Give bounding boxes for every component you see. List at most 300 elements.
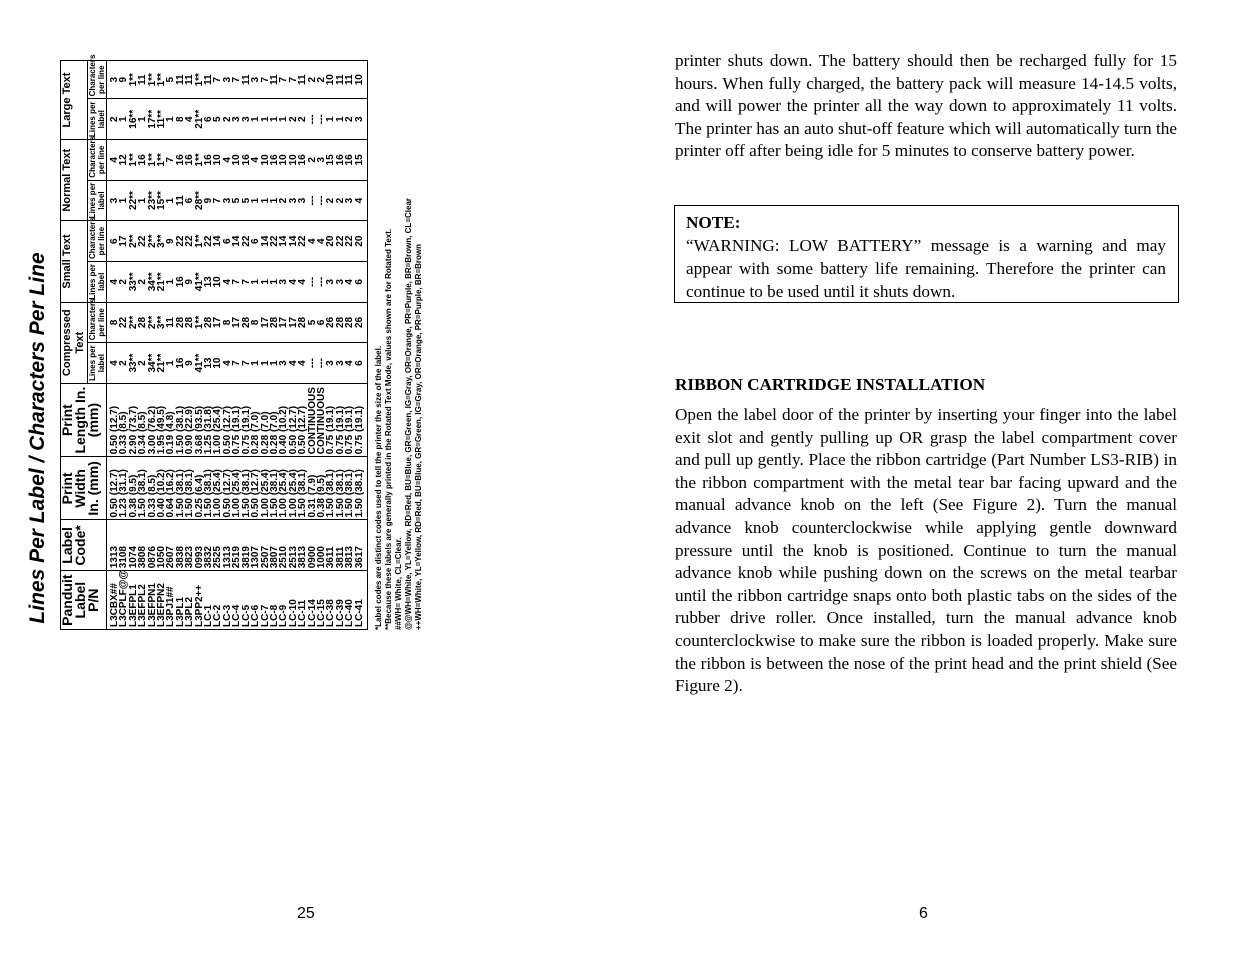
cell-label-code: 3813 — [298, 520, 307, 571]
table-row — [251, 61, 260, 630]
header-normal-text: Normal Text — [61, 140, 88, 221]
cell-large-chars: 11 — [336, 61, 345, 99]
cell-normal-lines: 3 — [298, 180, 307, 221]
cell-normal-chars: 10 — [232, 140, 241, 181]
cell-print-width: 1.50 (38.1) — [355, 457, 368, 520]
page-title: Lines Per Label / Characters Per Line — [26, 252, 49, 624]
cell-small-chars: 22 — [138, 221, 147, 262]
cell-normal-chars: 4 — [223, 140, 232, 181]
cell-small-lines: 4 — [345, 261, 354, 302]
cell-print-width: 1.00 (25.4) — [232, 457, 241, 520]
cell-normal-chars: 10 — [213, 140, 222, 181]
cell-print-width: 1.00 (25.4) — [213, 457, 222, 520]
cell-normal-chars: 1** — [157, 140, 166, 181]
cell-small-lines: 41** — [195, 261, 204, 302]
cell-print-length: CONTINUOUS — [317, 383, 326, 456]
cell-normal-lines: 1 — [251, 180, 260, 221]
header-print-width: Print Width In. (mm) — [61, 457, 107, 520]
cell-large-lines: 3 — [232, 99, 241, 140]
cell-print-length: 2.90 (73.7) — [129, 383, 138, 456]
cell-compressed-chars: 17 — [279, 302, 288, 343]
cell-part-number: L3EFPN2 — [157, 571, 166, 630]
cell-large-chars: 1** — [148, 61, 157, 99]
cell-label-code: 1000 — [317, 520, 326, 571]
cell-normal-chars: 16 — [345, 140, 354, 181]
table-row — [223, 61, 232, 630]
header-print-length: Print Length In. (mm) — [61, 383, 107, 456]
cell-compressed-lines: --- — [317, 343, 326, 384]
cell-part-number: LC-5 — [242, 571, 251, 630]
cell-normal-chars: 4 — [107, 140, 120, 181]
cell-small-chars: 1** — [195, 221, 204, 262]
cell-large-chars: 3 — [223, 61, 232, 99]
table-row — [119, 61, 128, 630]
cell-print-length: 0.50 (12.7) — [107, 383, 120, 456]
cell-part-number: LC-8 — [270, 571, 279, 630]
cell-compressed-chars: 2** — [148, 302, 157, 343]
cell-print-length: 0.75 (19.1) — [242, 383, 251, 456]
note-box — [674, 205, 1179, 303]
cell-part-number: L3CPLF@@ — [119, 571, 128, 630]
cell-normal-lines: --- — [308, 180, 317, 221]
cell-large-chars: 11 — [270, 61, 279, 99]
cell-large-lines: 2 — [107, 99, 120, 140]
cell-print-length: 0.40 (10.2) — [279, 383, 288, 456]
cell-normal-lines: 5 — [232, 180, 241, 221]
ribbon-installation-paragraph: Open the label door of the printer by inserting your finger into the label exit slot and gently pulling up OR grasp the label compartment cover and pull up gently. Place the ribbon cartridge (Part Number LS3-RIB) in the ribbon compartment with the metal tear bar facing upward and the manual advance knob on the left (See Figure 2). Turn the manual advance knob counterclockwise while applying gentle downward pressure until the knob is positioned. Continue to turn the manual advance knob while pushing down on the screws on the metal tearbar until the ribbon cartridge snaps onto both plastic tabs on the sides of the rubber drive roller. Once installed, turn the manual advance knob counterclockwise to make sure the ribbon is loaded properly. Make sure the ribbon is between the nose of the print head and the print shield (See Figure 2). — [675, 405, 1177, 696]
cell-print-length: 0.50 (12.7) — [289, 383, 298, 456]
cell-normal-lines: 2 — [279, 180, 288, 221]
header-small-text: Small Text — [61, 221, 88, 302]
cell-compressed-lines: 41** — [195, 343, 204, 384]
cell-small-chars: 6 — [251, 221, 260, 262]
cell-part-number: LC-2 — [213, 571, 222, 630]
cell-small-lines: 1 — [166, 261, 175, 302]
cell-normal-chars: 16 — [185, 140, 194, 181]
cell-print-width: 1.50 (38.1) — [345, 457, 354, 520]
footnote-line: @@WH=White, YL=Yellow, RD=Red, BU=Blue, GR=Green, IG=Gray, OR=Orange, PR=Purple, BR=Brown, CL=Clear — [403, 197, 413, 630]
cell-small-chars: 22 — [185, 221, 194, 262]
cell-large-lines: 4 — [185, 99, 194, 140]
table-row — [261, 61, 270, 630]
table-row — [308, 61, 317, 630]
cell-compressed-chars: 22 — [119, 302, 128, 343]
cell-part-number: LC-7 — [261, 571, 270, 630]
cell-compressed-lines: 4 — [223, 343, 232, 384]
cell-normal-chars: 4 — [251, 140, 260, 181]
cell-small-lines: --- — [308, 261, 317, 302]
cell-print-length: 3.00 (76.2) — [148, 383, 157, 456]
cell-small-lines: 6 — [355, 261, 368, 302]
cell-compressed-lines: 1 — [261, 343, 270, 384]
cell-label-code: 3813 — [345, 520, 354, 571]
cell-part-number: L3EFPL1 — [129, 571, 138, 630]
cell-small-lines: 4 — [223, 261, 232, 302]
cell-compressed-chars: 8 — [107, 302, 120, 343]
cell-normal-chars: 3 — [317, 140, 326, 181]
cell-large-chars: 11 — [242, 61, 251, 99]
cell-large-chars: 2 — [317, 61, 326, 99]
cell-compressed-chars: 28 — [176, 302, 185, 343]
cell-normal-lines: 11 — [176, 180, 185, 221]
cell-large-lines: 1 — [270, 99, 279, 140]
cell-compressed-chars: 28 — [185, 302, 194, 343]
cell-large-chars: 11 — [138, 61, 147, 99]
cell-large-lines: --- — [308, 99, 317, 140]
cell-print-width: 0.38 (9.5) — [129, 457, 138, 520]
cell-compressed-lines: --- — [308, 343, 317, 384]
cell-small-chars: 22 — [345, 221, 354, 262]
cell-print-width: 1.23 (31.1) — [119, 457, 128, 520]
cell-small-chars: 22 — [242, 221, 251, 262]
cell-small-lines: 3 — [279, 261, 288, 302]
cell-small-chars: 6 — [107, 221, 120, 262]
cell-compressed-chars: 28 — [336, 302, 345, 343]
cell-label-code: 3617 — [355, 520, 368, 571]
cell-large-lines: 3 — [355, 99, 368, 140]
page-number-right: 6 — [919, 905, 928, 922]
cell-print-length: 1.25 (31.8) — [204, 383, 213, 456]
cell-large-chars: 1** — [195, 61, 204, 99]
cell-compressed-lines: 3 — [279, 343, 288, 384]
cell-print-length: 0.19 (4.8) — [166, 383, 175, 456]
cell-normal-lines: 23** — [148, 180, 157, 221]
cell-print-width: 0.31 (7.9) — [308, 457, 317, 520]
cell-small-chars: 20 — [326, 221, 335, 262]
cell-print-length: 0.75 (19.1) — [345, 383, 354, 456]
cell-normal-chars: 10 — [261, 140, 270, 181]
cell-print-width: 1.50 (38.1) — [185, 457, 194, 520]
cell-small-lines: 4 — [107, 261, 120, 302]
footnote-line: *Label codes are distinct codes used to tell the printer the size of the label. — [373, 345, 383, 630]
cell-part-number: LC-10 — [289, 571, 298, 630]
header-large-text: Large Text — [61, 61, 88, 140]
cell-small-chars: 4 — [317, 221, 326, 262]
cell-large-chars: 3 — [107, 61, 120, 99]
cell-normal-lines: 1 — [261, 180, 270, 221]
table-row — [298, 61, 307, 630]
lines-per-label-table — [59, 54, 368, 630]
cell-small-lines: 16 — [176, 261, 185, 302]
cell-print-width: 0.64 (16.2) — [166, 457, 175, 520]
cell-normal-lines: 3 — [345, 180, 354, 221]
cell-part-number: LC-41 — [355, 571, 368, 630]
cell-normal-chars: 16 — [270, 140, 279, 181]
cell-small-lines: 1 — [251, 261, 260, 302]
cell-label-code: 3832 — [204, 520, 213, 571]
table-row — [213, 61, 222, 630]
cell-label-code: 3808 — [138, 520, 147, 571]
cell-compressed-chars: 28 — [270, 302, 279, 343]
cell-print-width: 1.50 (38.1) — [298, 457, 307, 520]
cell-label-code: 2525 — [213, 520, 222, 571]
cell-small-lines: 33** — [129, 261, 138, 302]
cell-compressed-chars: 8 — [223, 302, 232, 343]
table-row — [355, 61, 368, 630]
cell-compressed-lines: 4 — [289, 343, 298, 384]
cell-large-lines: 6 — [204, 99, 213, 140]
cell-part-number: LC-6 — [251, 571, 260, 630]
cell-part-number: L3PJ1## — [166, 571, 175, 630]
cell-compressed-lines: 13 — [204, 343, 213, 384]
cell-compressed-chars: 28 — [138, 302, 147, 343]
cell-large-lines: 1 — [326, 99, 335, 140]
cell-compressed-chars: 26 — [355, 302, 368, 343]
cell-normal-lines: 15** — [157, 180, 166, 221]
cell-normal-chars: 16 — [336, 140, 345, 181]
cell-small-chars: 14 — [232, 221, 241, 262]
table-row — [129, 61, 138, 630]
table-row — [242, 61, 251, 630]
cell-label-code: 3108 — [119, 520, 128, 571]
cell-small-lines: 1 — [261, 261, 270, 302]
cell-normal-chars: 16 — [204, 140, 213, 181]
cell-print-width: 1.50 (38.1) — [204, 457, 213, 520]
cell-part-number: L3EFPN1 — [148, 571, 157, 630]
cell-label-code: 2510 — [279, 520, 288, 571]
cell-compressed-lines: 1 — [251, 343, 260, 384]
cell-normal-lines: 22** — [129, 180, 138, 221]
cell-label-code: 3611 — [326, 520, 335, 571]
left-page — [0, 0, 617, 954]
cell-compressed-lines: 7 — [242, 343, 251, 384]
cell-large-lines: 1 — [336, 99, 345, 140]
subheader-lines-per-label: Lines per label — [88, 343, 107, 384]
table-row — [279, 61, 288, 630]
table-row — [270, 61, 279, 630]
cell-large-lines: --- — [317, 99, 326, 140]
subheader-characters-per-line: Characters per line — [88, 140, 107, 181]
cell-normal-chars: 10 — [289, 140, 298, 181]
cell-large-chars: 3 — [251, 61, 260, 99]
table-footnotes — [374, 60, 424, 630]
cell-compressed-chars: 17 — [261, 302, 270, 343]
subheader-characters-per-line: Characters per line — [88, 61, 107, 99]
cell-large-chars: 10 — [326, 61, 335, 99]
cell-small-lines: 7 — [242, 261, 251, 302]
table-row — [195, 61, 204, 630]
cell-large-chars: 11 — [185, 61, 194, 99]
cell-small-lines: 2 — [119, 261, 128, 302]
cell-large-chars: 2 — [308, 61, 317, 99]
cell-large-lines: 2 — [289, 99, 298, 140]
cell-large-lines: 2 — [223, 99, 232, 140]
cell-compressed-lines: 4 — [345, 343, 354, 384]
battery-paragraph: printer shuts down. The battery should then be recharged fully for 15 hours. When fully charged, the battery pack will measure 14-14.5 volts, and will power the printer all the way down to approximately 11 volts. The printer has an auto shut-off feature which will automatically turn the printer off after being idle for 5 minutes to conserve battery power. — [675, 51, 1177, 161]
cell-large-lines: 3 — [242, 99, 251, 140]
cell-part-number: LC-1 — [204, 571, 213, 630]
cell-print-length: 0.75 (19.1) — [336, 383, 345, 456]
cell-large-chars: 5 — [166, 61, 175, 99]
cell-small-chars: 2** — [129, 221, 138, 262]
cell-normal-lines: 3 — [223, 180, 232, 221]
table-row — [138, 61, 147, 630]
cell-part-number: LC-38 — [326, 571, 335, 630]
cell-large-lines: 17** — [148, 99, 157, 140]
cell-small-lines: 3 — [336, 261, 345, 302]
cell-large-chars: 9 — [119, 61, 128, 99]
cell-normal-lines: 3 — [107, 180, 120, 221]
cell-compressed-chars: 28 — [345, 302, 354, 343]
cell-label-code: 2607 — [166, 520, 175, 571]
cell-print-width: 1.00 (25.4) — [279, 457, 288, 520]
cell-normal-lines: 2 — [336, 180, 345, 221]
right-page — [617, 0, 1235, 954]
cell-large-chars: 7 — [261, 61, 270, 99]
cell-compressed-lines: 6 — [355, 343, 368, 384]
cell-compressed-lines: 10 — [213, 343, 222, 384]
table-row — [204, 61, 213, 630]
cell-label-code: 1307 — [251, 520, 260, 571]
cell-large-lines: 1 — [261, 99, 270, 140]
cell-normal-chars: 7 — [166, 140, 175, 181]
cell-compressed-chars: 8 — [251, 302, 260, 343]
header-label-code: Label Code* — [61, 520, 107, 571]
cell-normal-lines: 2 — [326, 180, 335, 221]
table-row — [148, 61, 157, 630]
cell-print-width: 1.00 (25.4) — [289, 457, 298, 520]
cell-print-length: 1.95 (49.5) — [157, 383, 166, 456]
cell-small-lines: 9 — [185, 261, 194, 302]
page-number-left: 25 — [297, 905, 315, 922]
cell-compressed-lines: 4 — [298, 343, 307, 384]
cell-compressed-lines: 34** — [148, 343, 157, 384]
cell-normal-lines: 1 — [270, 180, 279, 221]
cell-part-number: LC-3 — [223, 571, 232, 630]
cell-label-code: 1313 — [107, 520, 120, 571]
cell-small-chars: 4 — [308, 221, 317, 262]
cell-normal-chars: 12 — [119, 140, 128, 181]
cell-large-lines: 8 — [176, 99, 185, 140]
table-row — [289, 61, 298, 630]
cell-small-lines: 2 — [138, 261, 147, 302]
cell-compressed-chars: 26 — [326, 302, 335, 343]
cell-label-code: 3838 — [176, 520, 185, 571]
table-row — [326, 61, 335, 630]
cell-compressed-chars: 28 — [204, 302, 213, 343]
cell-part-number: LC-14 — [308, 571, 317, 630]
cell-print-length: 1.00 (25.4) — [213, 383, 222, 456]
cell-label-code: 3823 — [185, 520, 194, 571]
cell-compressed-lines: 2 — [138, 343, 147, 384]
cell-compressed-chars: 17 — [213, 302, 222, 343]
cell-large-chars: 11 — [176, 61, 185, 99]
cell-compressed-chars: 28 — [298, 302, 307, 343]
table-row — [176, 61, 185, 630]
cell-print-width: 1.50 (38.1) — [242, 457, 251, 520]
cell-small-chars: 2** — [148, 221, 157, 262]
cell-part-number: L3PL1 — [176, 571, 185, 630]
cell-compressed-chars: 17 — [232, 302, 241, 343]
cell-normal-chars: 2 — [308, 140, 317, 181]
cell-large-chars: 1** — [129, 61, 138, 99]
cell-label-code: 2519 — [232, 520, 241, 571]
rotated-table-block — [59, 54, 515, 630]
cell-label-code: 2513 — [289, 520, 298, 571]
cell-compressed-lines: 1 — [166, 343, 175, 384]
cell-small-lines: --- — [317, 261, 326, 302]
table-row — [232, 61, 241, 630]
cell-print-length: CONTINUOUS — [308, 383, 317, 456]
table-row — [166, 61, 175, 630]
section-heading: RIBBON CARTRIDGE INSTALLATION — [675, 375, 986, 394]
cell-part-number: LC-40 — [345, 571, 354, 630]
cell-label-code: 2507 — [261, 520, 270, 571]
cell-print-width: 1.50 (38.1) — [336, 457, 345, 520]
cell-normal-lines: 1 — [166, 180, 175, 221]
cell-small-lines: 13 — [204, 261, 213, 302]
cell-small-chars: 22 — [298, 221, 307, 262]
cell-small-lines: 3 — [326, 261, 335, 302]
cell-small-lines: 21** — [157, 261, 166, 302]
cell-compressed-chars: 6 — [317, 302, 326, 343]
cell-large-lines: 2 — [298, 99, 307, 140]
cell-normal-lines: 7 — [213, 180, 222, 221]
cell-print-width: 1.00 (25.4) — [261, 457, 270, 520]
cell-small-chars: 14 — [279, 221, 288, 262]
cell-compressed-lines: 16 — [176, 343, 185, 384]
cell-small-chars: 6 — [223, 221, 232, 262]
cell-print-length: 0.75 (19.1) — [326, 383, 335, 456]
cell-label-code: 0900 — [308, 520, 317, 571]
cell-part-number: L3PP2++ — [195, 571, 204, 630]
cell-large-lines: 21** — [195, 99, 204, 140]
cell-large-chars: 1** — [157, 61, 166, 99]
cell-normal-lines: --- — [317, 180, 326, 221]
cell-part-number: LC-15 — [317, 571, 326, 630]
cell-small-chars: 14 — [213, 221, 222, 262]
cell-large-chars: 11 — [345, 61, 354, 99]
cell-print-width: 0.25 (6.4) — [195, 457, 204, 520]
cell-print-length: 0.75 (19.1) — [355, 383, 368, 456]
cell-print-length: 0.28 (7.0) — [261, 383, 270, 456]
subheader-characters-per-line: Characters per line — [88, 302, 107, 343]
cell-normal-chars: 1** — [195, 140, 204, 181]
cell-normal-chars: 1** — [148, 140, 157, 181]
cell-print-length: 0.28 (7.0) — [270, 383, 279, 456]
cell-normal-chars: 1** — [129, 140, 138, 181]
cell-normal-chars: 16 — [242, 140, 251, 181]
cell-large-chars: 7 — [279, 61, 288, 99]
cell-small-lines: 7 — [232, 261, 241, 302]
cell-large-chars: 11 — [204, 61, 213, 99]
subheader-characters-per-line: Characters per line — [88, 221, 107, 262]
cell-large-lines: 1 — [251, 99, 260, 140]
cell-part-number: L3PL2 — [185, 571, 194, 630]
cell-compressed-chars: 3** — [157, 302, 166, 343]
cell-large-lines: 16** — [129, 99, 138, 140]
cell-normal-lines: 5 — [242, 180, 251, 221]
table-row — [185, 61, 194, 630]
header-panduit-pn: Panduit Label P/N — [61, 571, 107, 630]
cell-compressed-lines: 21** — [157, 343, 166, 384]
table-row — [336, 61, 345, 630]
cell-print-length: 1.50 (38.1) — [176, 383, 185, 456]
cell-compressed-chars: 5 — [308, 302, 317, 343]
cell-normal-chars: 16 — [138, 140, 147, 181]
cell-compressed-lines: 3 — [326, 343, 335, 384]
cell-part-number: LC-9 — [279, 571, 288, 630]
cell-part-number: L3EFPL2 — [138, 571, 147, 630]
subheader-lines-per-label: Lines per label — [88, 180, 107, 221]
cell-normal-lines: 4 — [355, 180, 368, 221]
cell-large-chars: 10 — [355, 61, 368, 99]
cell-normal-lines: 3 — [289, 180, 298, 221]
cell-print-length: 0.28 (7.0) — [251, 383, 260, 456]
cell-print-width: 0.50 (12.7) — [251, 457, 260, 520]
cell-compressed-lines: 33** — [129, 343, 138, 384]
cell-print-length: 0.34 (8.5) — [138, 383, 147, 456]
